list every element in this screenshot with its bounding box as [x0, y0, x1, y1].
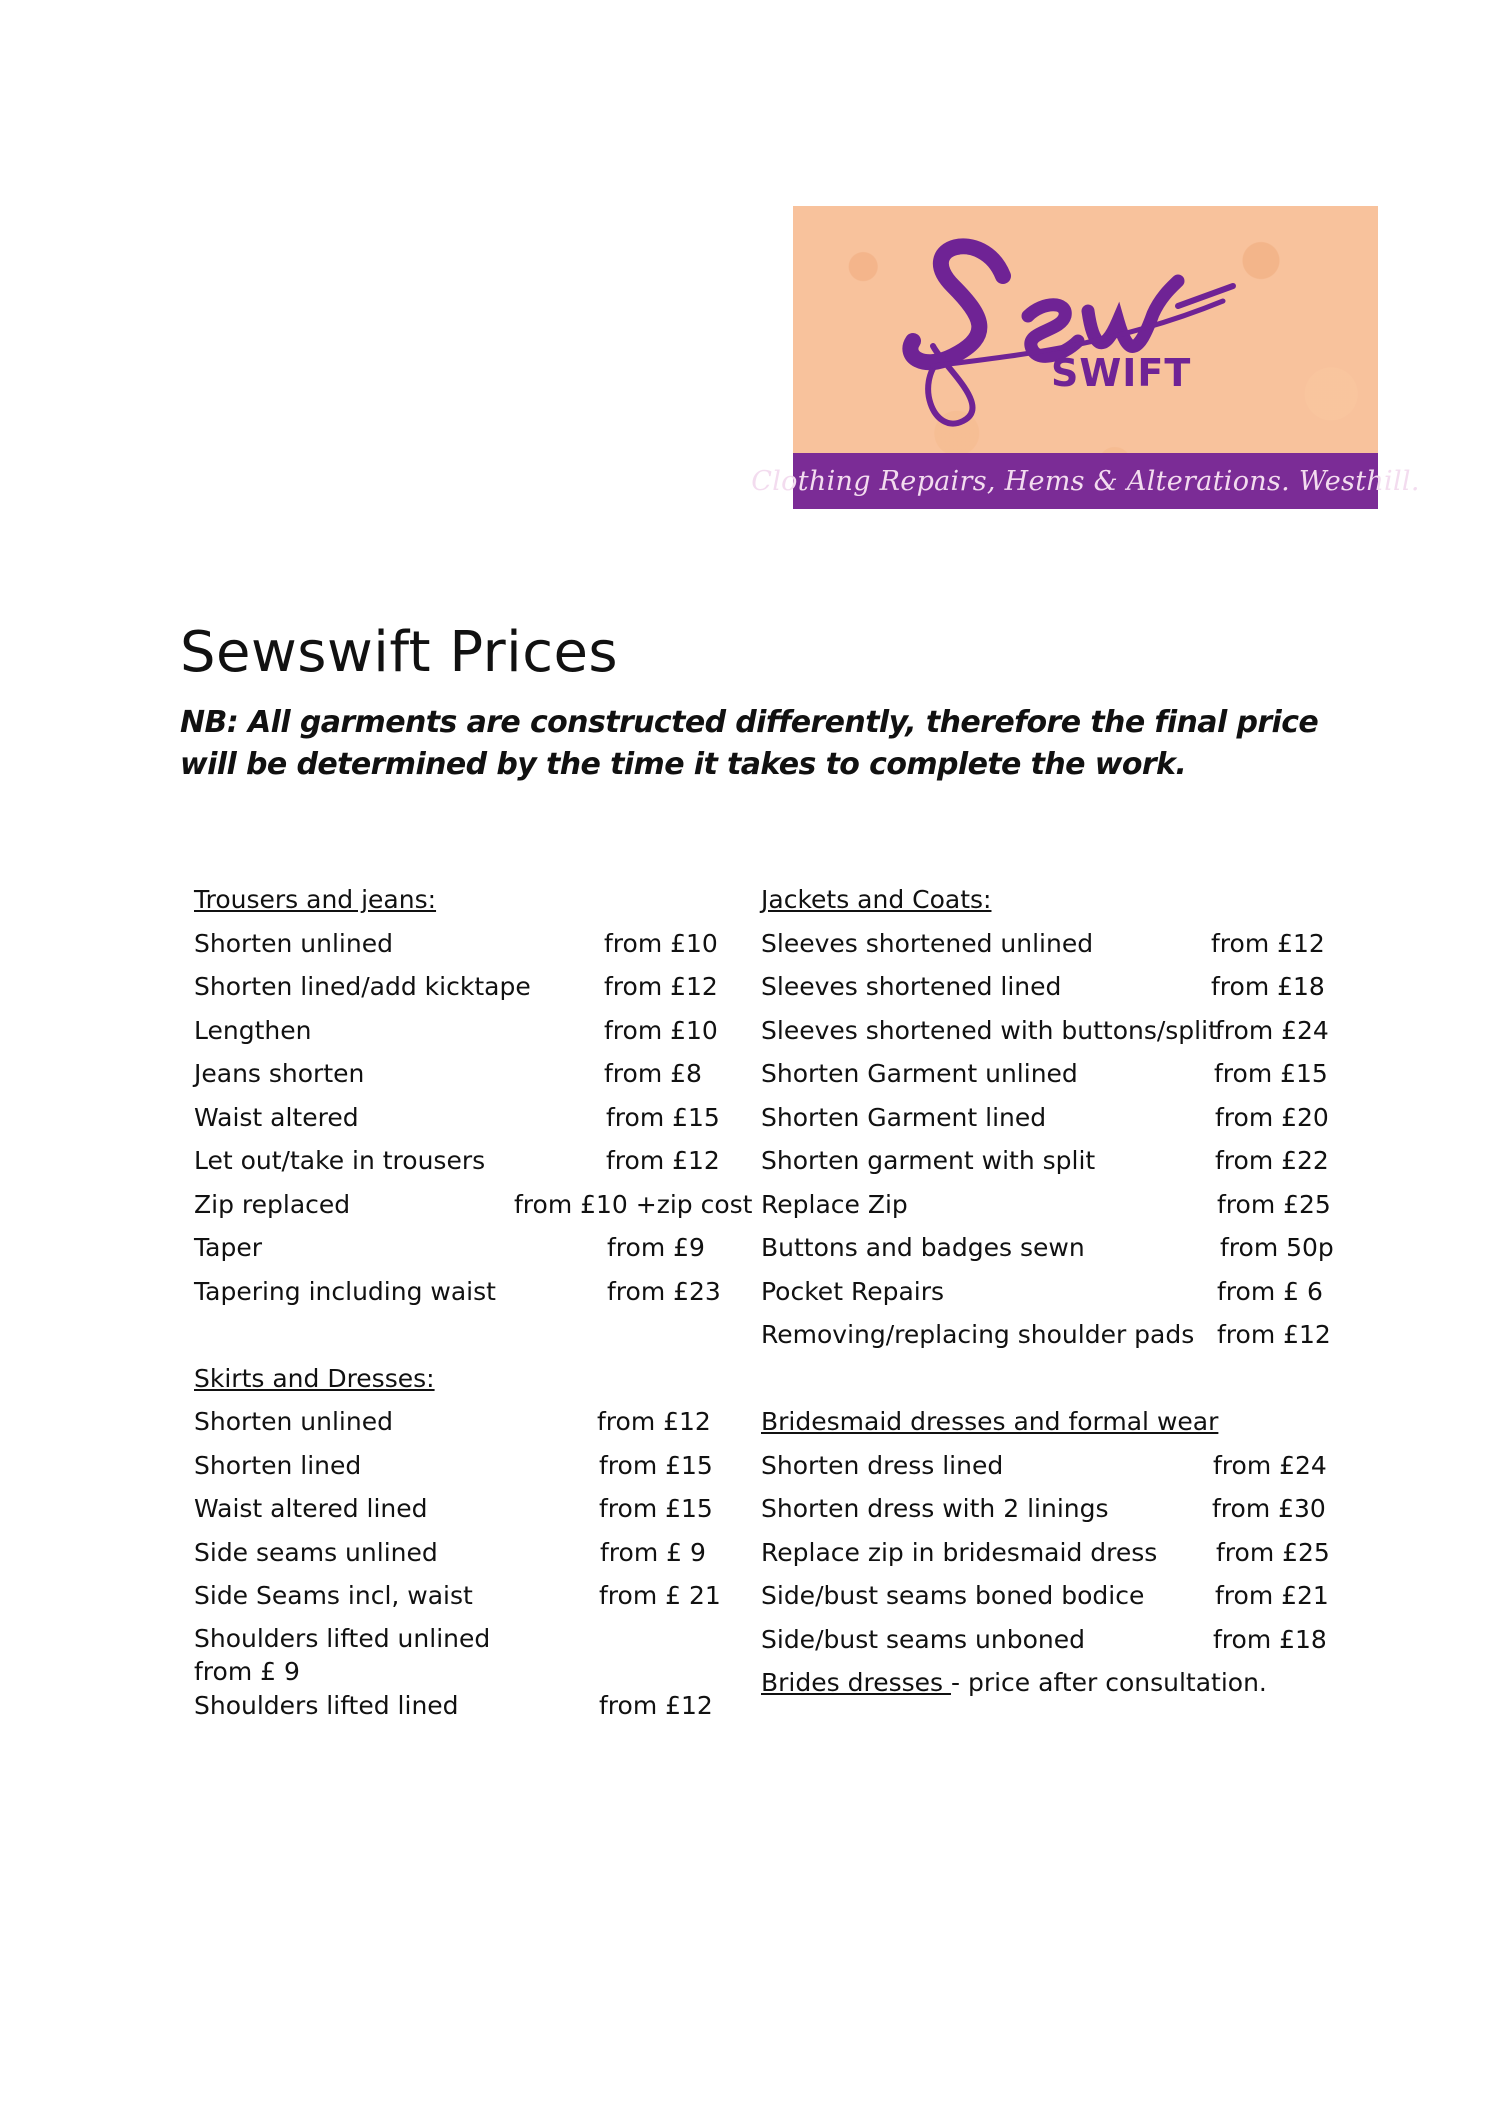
skirts-heading: Skirts and Dresses: [194, 1363, 435, 1393]
service-price: from £24 [1213, 1450, 1327, 1480]
logo-tagline: Clothing Repairs, Hems & Alterations. Westhill. [751, 465, 1420, 497]
service-name: Lengthen [194, 1015, 312, 1045]
price-row [194, 969, 734, 1013]
price-row [194, 1187, 753, 1231]
price-row [194, 1535, 734, 1579]
service-name: Shorten Garment lined [761, 1102, 1047, 1132]
price-row [761, 1013, 1331, 1057]
logo-swift-text: SWIFT [1051, 351, 1192, 395]
price-row [761, 1100, 1331, 1144]
needle-thread-icon [793, 206, 1378, 456]
service-price: from £18 [1211, 972, 1325, 1001]
service-name: Shorten unlined [194, 1407, 393, 1436]
price-row [194, 1578, 734, 1622]
price-row [761, 1317, 1331, 1361]
price-row [194, 1230, 734, 1274]
price-row [761, 1230, 1334, 1274]
service-name: Shorten dress with 2 linings [761, 1494, 1109, 1523]
price-row [761, 1491, 1331, 1535]
service-price: from £25 [1216, 1537, 1330, 1567]
service-name: Waist altered [194, 1102, 359, 1132]
service-price: from £18 [1213, 1624, 1327, 1654]
service-price: from £25 [1217, 1189, 1331, 1219]
price-row [761, 969, 1331, 1013]
service-name: Sleeves shortened lined [761, 972, 1062, 1001]
brides-dresses-note [761, 1665, 1331, 1701]
service-price: from £21 [1215, 1581, 1329, 1610]
brides-dresses-label: Brides dresses [761, 1668, 951, 1697]
pricing-note: NB: All garments are constructed differently, therefore the final price will be determined by the time it takes to complete the work. [180, 705, 1319, 782]
service-price: from £30 [1212, 1494, 1326, 1523]
service-price: from £ 6 [1217, 1276, 1323, 1306]
service-name: Shorten lined [194, 1450, 362, 1480]
bridesmaid-list [761, 1448, 1331, 1666]
service-name: Side/bust seams boned bodice [761, 1581, 1145, 1610]
service-price: from £ 21 [599, 1581, 721, 1610]
logo-tagline-band [751, 453, 1420, 509]
service-name: Removing/replacing shoulder pads [761, 1320, 1195, 1349]
service-name: Replace Zip [761, 1189, 908, 1219]
service-name: Shorten dress lined [761, 1450, 1004, 1480]
service-price: from £10 [604, 928, 718, 958]
trousers-heading: Trousers and jeans: [194, 885, 437, 914]
service-price: from £12 [606, 1146, 720, 1175]
price-row [194, 1100, 734, 1144]
skirts-list [194, 1404, 734, 1731]
service-price: from £10 [604, 1015, 718, 1045]
price-row [761, 1274, 1331, 1318]
price-row [194, 1143, 734, 1187]
service-price: from £12 [1211, 928, 1325, 958]
price-row [194, 1056, 734, 1100]
service-price: from £12 [597, 1407, 711, 1436]
service-name: Shorten unlined [194, 928, 393, 958]
service-price: from £10 +zip cost [514, 1189, 753, 1219]
price-row [761, 1143, 1331, 1187]
service-price: from £8 [604, 1059, 702, 1088]
right-price-column [761, 882, 1334, 1701]
sewswift-logo [751, 206, 1420, 509]
service-price: from 50p [1220, 1233, 1334, 1262]
price-row [194, 926, 734, 970]
jackets-list [761, 926, 1334, 1361]
service-price: from £23 [607, 1276, 721, 1306]
price-row [761, 1622, 1331, 1666]
service-price: from £12 [599, 1690, 713, 1720]
price-row [194, 1688, 734, 1732]
service-name: Waist altered lined [194, 1494, 428, 1523]
service-price: from £22 [1215, 1146, 1329, 1175]
service-name: Shorten Garment unlined [761, 1059, 1078, 1088]
price-row [761, 1056, 1331, 1100]
service-price: from £15 [606, 1102, 720, 1132]
price-row [194, 1404, 734, 1448]
service-name: Pocket Repairs [761, 1276, 945, 1306]
service-name: Side/bust seams unboned [761, 1624, 1085, 1654]
price-row [194, 1622, 734, 1688]
bridesmaid-heading: Bridesmaid dresses and formal wear [761, 1407, 1219, 1436]
service-price: from £15 [1214, 1059, 1328, 1088]
price-row [761, 1448, 1331, 1492]
service-name: Tapering including waist [194, 1276, 496, 1306]
jackets-heading: Jackets and Coats: [761, 885, 992, 914]
price-row [761, 1187, 1331, 1231]
service-name: Shorten lined/add kicktape [194, 972, 531, 1001]
service-price: from £15 [599, 1450, 713, 1480]
service-price: from £15 [599, 1494, 713, 1523]
price-row [761, 1578, 1331, 1622]
service-price: from £ 9 [600, 1537, 706, 1567]
service-price: from £9 [607, 1233, 705, 1262]
service-name: Jeans shorten [194, 1059, 365, 1088]
trousers-list [194, 926, 753, 1318]
service-name: Buttons and badges sewn [761, 1233, 1085, 1262]
service-price: from £20 [1215, 1102, 1329, 1132]
service-name: Sleeves shortened with buttons/split [761, 1015, 1218, 1045]
service-name: Zip replaced [194, 1189, 351, 1219]
service-price: from £12 [1217, 1320, 1331, 1349]
brides-dresses-text: - price after consultation. [950, 1668, 1267, 1697]
service-name: Side seams unlined [194, 1537, 438, 1567]
price-row [194, 1448, 734, 1492]
service-price: from £24 [1215, 1015, 1329, 1045]
page-title: Sewswift Prices [180, 620, 619, 685]
left-price-column [194, 882, 753, 1731]
service-name: Shoulders lifted unlined from £ 9 [194, 1623, 491, 1686]
service-name: Shorten garment with split [761, 1146, 1096, 1175]
service-name: Replace zip in bridesmaid dress [761, 1537, 1158, 1567]
service-price: from £12 [604, 972, 718, 1001]
price-row [194, 1013, 734, 1057]
price-row [194, 1274, 734, 1318]
price-row [761, 1535, 1331, 1579]
price-row [194, 1491, 734, 1535]
service-name: Sleeves shortened unlined [761, 928, 1094, 958]
service-name: Taper [194, 1233, 262, 1262]
price-row [761, 926, 1331, 970]
service-name: Side Seams incl, waist [194, 1581, 473, 1610]
service-name: Shoulders lifted lined [194, 1690, 459, 1720]
service-name: Let out/take in trousers [194, 1146, 486, 1175]
